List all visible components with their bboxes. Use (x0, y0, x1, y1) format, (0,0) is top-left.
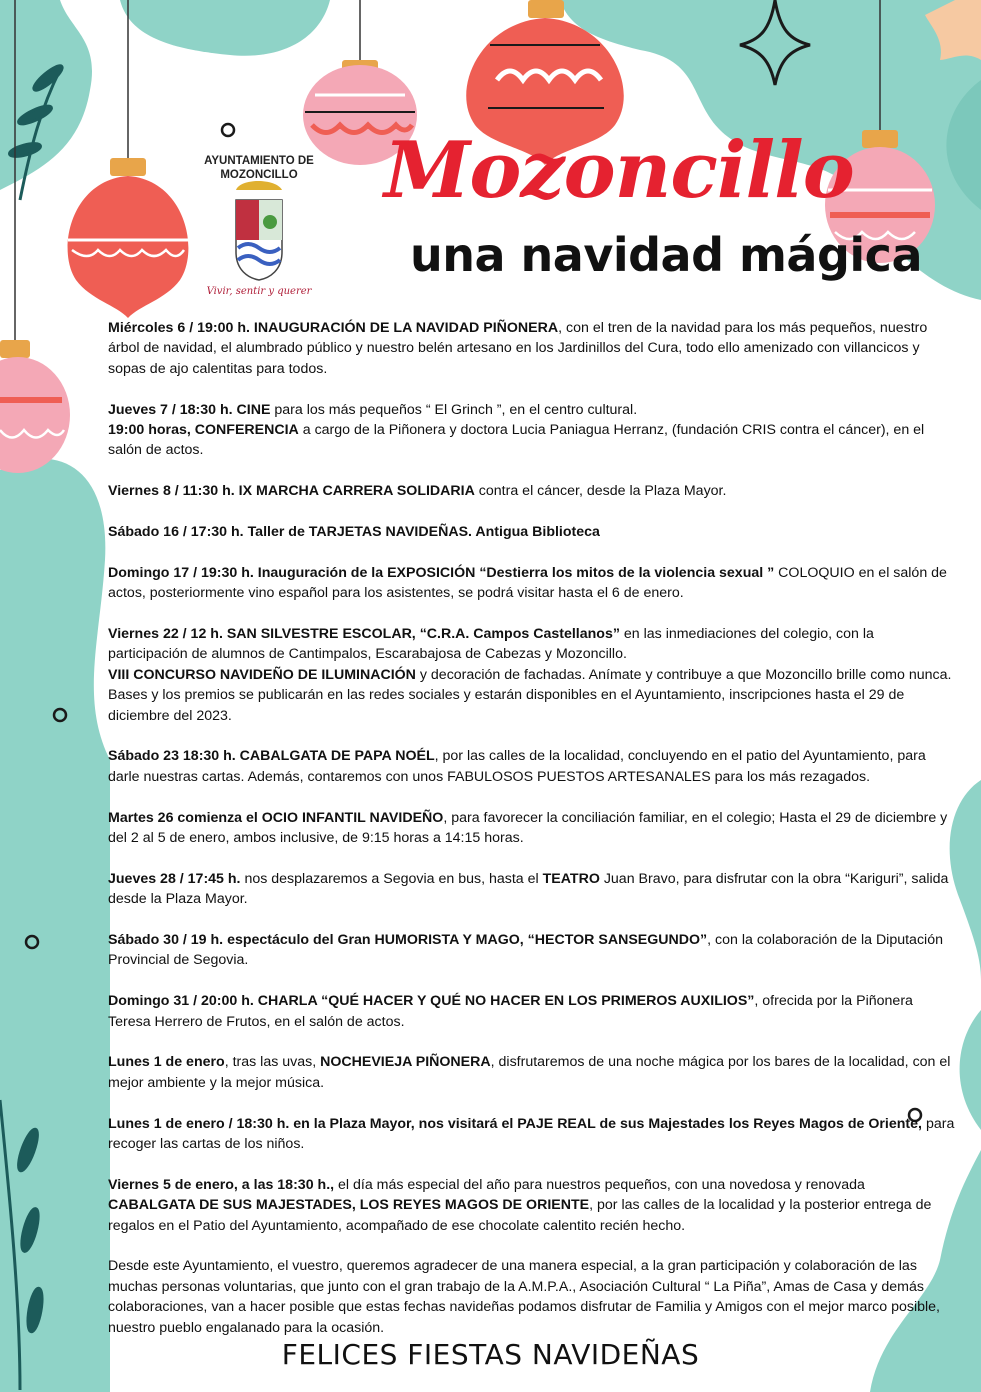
town-hall-name: AYUNTAMIENTO DE MOZONCILLO (204, 155, 314, 181)
event-highlight: Sábado 23 18:30 h. CABALGATA DE PAPA NOÉL (108, 748, 435, 765)
event-highlight: Viernes 8 / 11:30 h. IX MARCHA CARRERA SOLIDARIA (108, 483, 475, 500)
event-highlight: VIII CONCURSO NAVIDEÑO DE ILUMINACIÓN (108, 666, 416, 683)
event-text: en las inmediaciones del colegio, con la participación de alumnos de Cantimpalos, Escarabajosa de Cabezas y Mozoncillo. (108, 626, 874, 663)
event-paragraph (108, 808, 956, 849)
event-paragraph (108, 746, 956, 787)
event-text: COLOQUIO en el salón de actos, posteriormente vino español para los asistentes, se podrá visitar hasta el 6 de enero. (108, 564, 947, 602)
poster-subtitle: una navidad mágica (410, 228, 922, 282)
event-text: Juan Bravo, para disfrutar con la obra “Kariguri”, salida desde la Plaza Mayor. (108, 870, 949, 908)
event-paragraph (108, 930, 956, 971)
event-highlight: Jueves 28 / 17:45 h. (108, 870, 241, 887)
event-text: , disfrutaremos de una noche mágica por los bares de la localidad, con el mejor ambiente y la mejor música. (108, 1054, 951, 1091)
town-hall-motto: Vivir, sentir y querer (206, 286, 312, 297)
event-paragraph (108, 1052, 956, 1093)
event-highlight: Lunes 1 de enero (108, 1054, 225, 1071)
event-text: para recoger las cartas de los niños. (108, 1115, 955, 1153)
event-highlight: Domingo 31 / 20:00 h. CHARLA “QUÉ HACER Y QUÉ NO HACER EN LOS PRIMEROS AUXILIOS” (108, 993, 755, 1010)
event-text: , con la colaboración de la Diputación Provincial de Segovia. (108, 932, 943, 969)
event-paragraph (108, 624, 956, 726)
event-paragraph (108, 1175, 956, 1236)
event-paragraph (108, 1114, 956, 1155)
event-highlight: Lunes 1 de enero / 18:30 h. en la Plaza Mayor, nos visitará el PAJE REAL de sus Majestades los Reyes Magos de Oriente, (108, 1115, 922, 1132)
event-paragraph (108, 318, 956, 379)
event-paragraph (108, 400, 956, 461)
event-highlight: TEATRO (542, 870, 600, 887)
event-highlight: Sábado 16 / 17:30 h. Taller de TARJETAS NAVIDEÑAS. Antigua Biblioteca (108, 524, 600, 541)
event-text: , ofrecida por la Piñonera Teresa Herrero de Frutos, en el salón de actos. (108, 993, 913, 1030)
event-highlight: Viernes 22 / 12 h. SAN SILVESTRE ESCOLAR, “C.R.A. Campos Castellanos” (108, 626, 620, 643)
event-text: , por las calles de la localidad, concluyendo en el patio del Ayuntamiento, para darle nuestras cartas. Además, contaremos con unos FABULOSOS PUESTOS ARTESANALES para los más rezagados. (108, 748, 926, 785)
event-text: nos desplazaremos a Segovia en bus, hasta el (240, 870, 543, 887)
poster-title: Mozoncillo (384, 125, 854, 216)
event-text: para los más pequeños “ El Grinch ”, en el centro cultural. (270, 401, 638, 418)
event-highlight: NOCHEVIEJA PIÑONERA (320, 1054, 491, 1071)
event-paragraph (108, 869, 956, 910)
event-text: el día más especial del año para nuestros pequeños, con una novedosa y renovada (334, 1176, 865, 1193)
event-list (108, 318, 956, 1358)
footer-greeting: FELICES FIESTAS NAVIDEÑAS (281, 1338, 700, 1371)
event-highlight: Miércoles 6 / 19:00 h. INAUGURACIÓN DE LA NAVIDAD PIÑONERA (108, 320, 559, 336)
event-text: Desde este Ayuntamiento, el vuestro, queremos agradecer de una manera especial, a la gran participación y colaboración de las muchas personas voluntarias, que junto con el gran trabajo de la A.M.P.A., Asociación Cultural “ La Piña”, Amas de Casa y demás colaboraciones, van a hacer posible que estas fechas navideñas podamos disfrutar de Familia y Amigos con el mejor marco posible, nuestro pueblo engalanado para la ocasión. (108, 1258, 940, 1336)
event-text: , para favorecer la conciliación familiar, en el colegio; Hasta el 29 de diciembre y del 2 al 5 de enero, ambos inclusive, de 9:15 horas a 14:15 horas. (108, 809, 948, 847)
event-paragraph (108, 1256, 956, 1338)
event-text: , tras las uvas, (224, 1054, 321, 1071)
event-highlight: Sábado 30 / 19 h. espectáculo del Gran HUMORISTA Y MAGO, “HECTOR SANSEGUNDO” (108, 932, 708, 949)
town-hall-logo (196, 154, 322, 297)
event-highlight: Jueves 7 / 18:30 h. CINE (108, 401, 271, 418)
event-paragraph (108, 991, 956, 1032)
event-highlight: Martes 26 comienza el OCIO INFANTIL NAVIDEÑO (108, 809, 444, 826)
event-paragraph (108, 522, 956, 542)
coat-of-arms-icon (196, 182, 322, 282)
event-paragraph (108, 563, 956, 604)
event-highlight: Domingo 17 / 19:30 h. Inauguración de la EXPOSICIÓN “Destierra los mitos de la violencia sexual ” (108, 564, 775, 581)
event-paragraph (108, 481, 956, 501)
event-highlight: CABALGATA DE SUS MAJESTADES, LOS REYES MAGOS DE ORIENTE (108, 1197, 590, 1214)
event-text: y decoración de fachadas. Anímate y contribuye a que Mozoncillo brille como nunca. Bases y los premios se publicarán en las redes sociales y estarán disponibles en el Ayuntamiento, inscripciones hasta el 29 de diciembre del 2023. (108, 666, 952, 724)
event-text: , con el tren de la navidad para los más pequeños, nuestro árbol de navidad, el alumbrado público y nuestro belén artesano en los Jardinillos del Cura, todo ello amenizado con villancicos y sopas de ajo calentitas para todos. (108, 320, 928, 377)
event-highlight: Viernes 5 de enero, a las 18:30 h., (108, 1176, 335, 1193)
event-text: , por las calles de la localidad y la posterior entrega de regalos en el Patio del Ayuntamiento, acompañado de ese chocolate calentito recién hecho. (108, 1197, 932, 1234)
event-text: contra el cáncer, desde la Plaza Mayor. (474, 483, 727, 500)
event-text: a cargo de la Piñonera y doctora Lucia Paniagua Herranz, (fundación CRIS contra el cáncer), en el salón de actos. (108, 422, 925, 459)
event-highlight: 19:00 horas, CONFERENCIA (108, 422, 299, 439)
